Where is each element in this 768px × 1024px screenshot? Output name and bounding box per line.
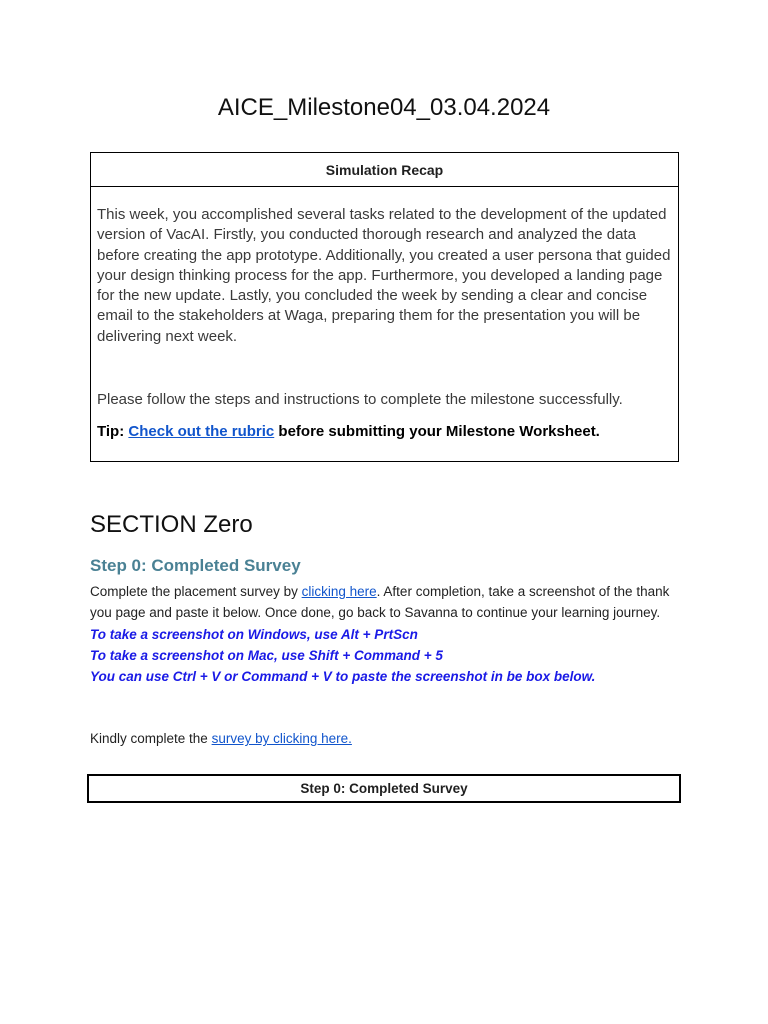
section-title: SECTION Zero — [90, 511, 253, 538]
recap-follow-instructions: Please follow the steps and instructions to complete the milestone successfully. — [97, 391, 623, 409]
completed-survey-box: Step 0: Completed Survey — [87, 774, 681, 803]
intro-text-before: Complete the placement survey by — [90, 584, 298, 599]
tip-label: Tip: — [97, 423, 125, 441]
survey-link[interactable]: survey by clicking here. — [211, 731, 352, 746]
recap-tip — [97, 422, 672, 442]
kindly-text: Kindly complete the — [90, 731, 208, 746]
kindly-complete-line — [90, 731, 352, 746]
placement-survey-link[interactable]: clicking here — [301, 584, 377, 599]
tip-rest: before submitting your Milestone Worksheet. — [278, 423, 600, 441]
recap-body — [91, 187, 678, 443]
step-heading: Step 0: Completed Survey — [90, 556, 301, 575]
simulation-recap-table — [90, 152, 679, 462]
rubric-link[interactable]: Check out the rubric — [128, 423, 275, 441]
paste-instruction: You can use Ctrl + V or Command + V to paste the screenshot in be box below. — [90, 669, 596, 685]
recap-header: Simulation Recap — [91, 153, 678, 187]
document-title: AICE_Milestone04_03.04.2024 — [217, 94, 551, 121]
windows-screenshot-instruction: To take a screenshot on Windows, use Alt + PrtScn — [90, 626, 418, 642]
recap-paragraph: This week, you accomplished several tasks related to the development of the updated version of VacAI. Firstly, you conducted thorough research and analyzed the data before creating the app prototype. Additionally, you created a user persona that guided your design thinking process for the app. Furthermore, you developed a landing page for the new update. Lastly, you concluded the week by sending a clear and concise email to the stakeholders at Waga, preparing them for the presentation you will be delivering next week. — [97, 206, 671, 345]
mac-screenshot-instruction: To take a screenshot on Mac, use Shift + Command + 5 — [90, 647, 443, 663]
intro-text-after: . After completion, take a screenshot of the thank you page and paste it below. Once done, go back to Savanna to continue your learning journey. — [90, 584, 670, 621]
step-body — [90, 581, 690, 687]
